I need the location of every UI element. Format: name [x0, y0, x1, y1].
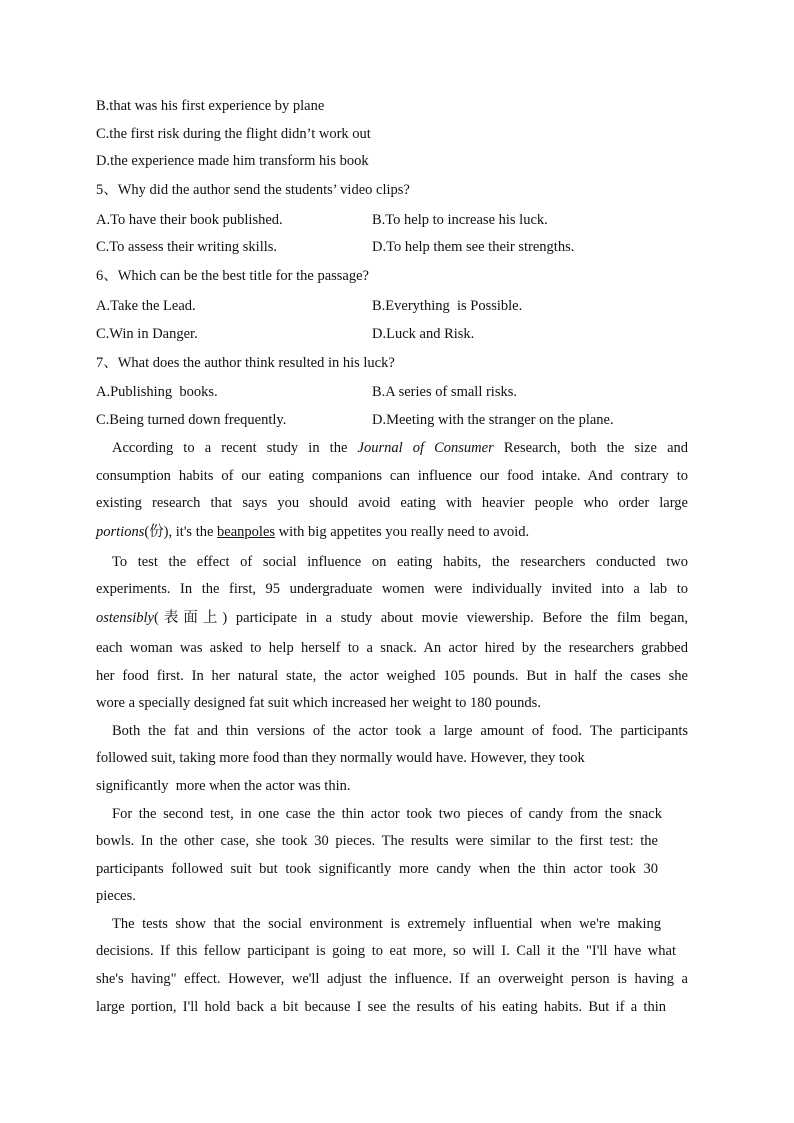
q4-option-c: C.the first risk during the flight didn’t work out [96, 126, 371, 142]
q6-option-b: B.Everything is Possible. [372, 298, 523, 314]
q6-option-d: D.Luck and Risk. [372, 326, 475, 342]
q7-stem: 7、What does the author think resulted in his luck? [96, 355, 395, 371]
passage-p1-line1: According to a recent study in the Journal of Consumer Research, both the size and [112, 440, 689, 456]
passage-p3-line2: followed suit, taking more food than they normally would have. However, they took [96, 750, 585, 766]
passage-p3-line1: Both the fat and thin versions of the actor took a large amount of food. The participants [112, 723, 688, 739]
q5-option-d: D.To help them see their strengths. [372, 239, 575, 255]
q5-option-a: A.To have their book published. [96, 212, 283, 228]
q5-option-c: C.To assess their writing skills. [96, 239, 278, 255]
passage-p2-line1: To test the effect of social influence on eating habits, the researchers conducted two [112, 554, 688, 570]
passage-p5-line2: decisions. If this fellow participant is going to eat more, so will I. Call it the "I'll have what [96, 943, 676, 959]
passage-p5-line4: large portion, I'll hold back a bit because I see the results of his eating habits. But if a thin [96, 999, 666, 1015]
q6-option-a: A.Take the Lead. [96, 298, 196, 314]
q6-option-c: C.Win in Danger. [96, 326, 198, 342]
passage-p2-line4: each woman was asked to help herself to a snack. An actor hired by the researchers grabbed [96, 640, 688, 656]
journal-title: Journal of Consumer [357, 440, 494, 456]
passage-p2-line6: wore a specially designed fat suit which increased her weight to 180 pounds. [96, 695, 541, 711]
passage-p4-line2: bowls. In the other case, she took 30 pieces. The results were similar to the first test: the [96, 833, 658, 849]
passage-p2-line2: experiments. In the first, 95 undergraduate women were individually invited into a lab to [96, 581, 688, 597]
passage-p1-line4: portions(份), it's the beanpoles with big appetites you really need to avoid. [96, 524, 530, 540]
q4-option-b: B.that was his first experience by plane [96, 98, 325, 114]
q5-stem: 5、Why did the author send the students’ video clips? [96, 182, 410, 198]
q6-stem: 6、Which can be the best title for the passage? [96, 268, 369, 284]
passage-p2-line5: her food first. In her natural state, the actor weighed 105 pounds. But in half the cases she [96, 668, 688, 684]
q7-option-a: A.Publishing books. [96, 384, 218, 400]
passage-p4-line1: For the second test, in one case the thin actor took two pieces of candy from the snack [112, 806, 662, 822]
passage-p4-line3: participants followed suit but took significantly more candy when the thin actor took 30 [96, 861, 658, 877]
passage-p1-line2: consumption habits of our eating companions can influence our food intake. And contrary to [96, 468, 688, 484]
passage-p1-line3: existing research that says you should avoid eating with heavier people who order large [96, 495, 688, 511]
q7-option-c: C.Being turned down frequently. [96, 412, 287, 428]
passage-p2-line3: ostensibly(表面上) participate in a study about movie viewership. Before the film began, [96, 610, 688, 626]
passage-p4-line4: pieces. [96, 888, 136, 904]
beanpoles-word: beanpoles [217, 524, 276, 540]
q7-option-b: B.A series of small risks. [372, 384, 517, 400]
q5-option-b: B.To help to increase his luck. [372, 212, 548, 228]
q4-option-d: D.the experience made him transform his book [96, 153, 369, 169]
ostensibly-word: ostensibly [96, 610, 154, 626]
passage-p5-line1: The tests show that the social environment is extremely influential when we're making [112, 916, 661, 932]
q7-option-d: D.Meeting with the stranger on the plane. [372, 412, 614, 428]
portions-word: portions [96, 524, 145, 540]
passage-p3-line3: significantly more when the actor was thin. [96, 778, 351, 794]
passage-p5-line3: she's having" effect. However, we'll adjust the influence. If an overweight person is having a [96, 971, 688, 987]
